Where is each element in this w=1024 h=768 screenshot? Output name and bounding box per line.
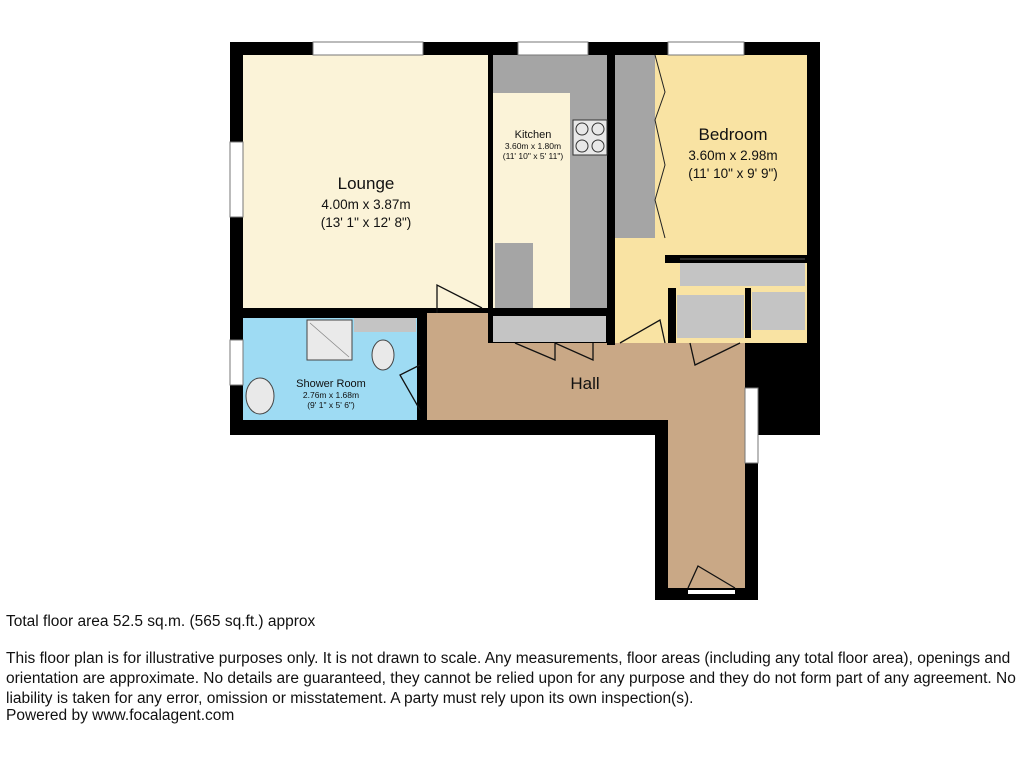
- hall-cupboard-left: [677, 295, 744, 338]
- basin-icon: [246, 378, 274, 414]
- window: [518, 42, 588, 55]
- room-metric: 4.00m x 3.87m: [321, 197, 411, 212]
- room-imperial: (13' 1" x 12' 8"): [320, 215, 412, 230]
- wardrobe: [615, 55, 655, 238]
- total-floor-area: Total floor area 52.5 sq.m. (565 sq.ft.) approx: [6, 613, 316, 630]
- room-name: Kitchen: [514, 129, 552, 141]
- window: [313, 42, 423, 55]
- hob-icon: [573, 120, 607, 155]
- window: [230, 142, 243, 217]
- kitchen-worktop-top: [493, 55, 607, 93]
- hall-storage: [493, 316, 606, 342]
- room-metric: 3.60m x 2.98m: [688, 148, 778, 163]
- kitchen-worktop-lower: [495, 243, 533, 308]
- bedroom-cupboard: [680, 263, 805, 286]
- window: [668, 42, 744, 55]
- disclaimer-text: This floor plan is for illustrative purposes only. It is not drawn to scale. Any measurements, floor areas (including any total floor area), openings and orientation are approximate. No details are guaranteed, they cannot be relied upon for any purpose and they do not form part of any agreement. No liability is taken for any error, omission or misstatement. A party must rely upon its own inspection(s).: [6, 650, 1016, 707]
- room-imperial: (9' 1" x 5' 6"): [307, 400, 355, 410]
- window: [745, 388, 758, 463]
- cistern: [354, 318, 416, 332]
- window: [230, 340, 243, 385]
- room-metric: 2.76m x 1.68m: [302, 390, 360, 400]
- room-imperial: (11' 10" x 5' 11"): [502, 151, 564, 161]
- hall-label: Hall: [570, 374, 600, 393]
- room-name: Lounge: [337, 174, 395, 193]
- toilet-icon: [372, 340, 394, 370]
- room-metric: 3.60m x 1.80m: [504, 141, 562, 151]
- room-imperial: (11' 10" x 9' 9"): [688, 166, 778, 181]
- hall-cupboard-right: [752, 292, 805, 330]
- hall-floor: [427, 313, 745, 588]
- room-name: Bedroom: [698, 125, 768, 144]
- bedroom-label: [688, 125, 778, 181]
- powered-by-credit: Powered by www.focalagent.com: [6, 707, 235, 724]
- room-name: Shower Room: [296, 378, 366, 390]
